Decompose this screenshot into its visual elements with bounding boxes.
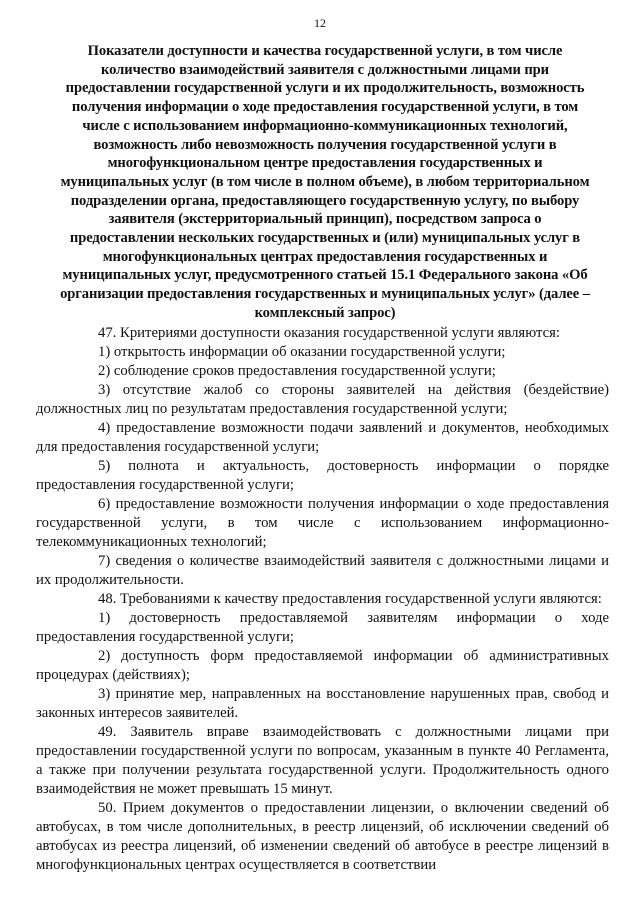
paragraph-48: 48. Требованиями к качеству предоставления государственной услуги являются: [98, 591, 602, 607]
paragraph-47-item-5: 5) полнота и актуальность, достоверность информации о порядке предоставления государственной услуги; [36, 458, 609, 493]
paragraph-47-item-3: 3) отсутствие жалоб со стороны заявителей на действия (бездействие) должностных лиц по результатам предоставления государственной услуги; [36, 382, 609, 417]
body-text [36, 324, 609, 875]
paragraph-47-item-7: 7) сведения о количестве взаимодействий заявителя с должностными лицами и их продолжительности. [36, 553, 609, 588]
paragraph-47-item-4: 4) предоставление возможности подачи заявлений и документов, необходимых для предоставления государственной услуги; [36, 420, 609, 455]
paragraph-47-item-2: 2) соблюдение сроков предоставления государственной услуги; [98, 363, 496, 379]
paragraph-48-item-3: 3) принятие мер, направленных на восстановление нарушенных прав, свобод и законных интересов заявителей. [36, 686, 609, 721]
paragraph-47: 47. Критериями доступности оказания государственной услуги являются: [98, 325, 560, 341]
paragraph-47-item-1: 1) открытость информации об оказании государственной услуги; [98, 344, 506, 360]
paragraph-48-item-1: 1) достоверность предоставляемой заявителям информации о ходе предоставления государственной услуги; [36, 610, 609, 645]
paragraph-47-item-6: 6) предоставление возможности получения информации о ходе предоставления государственной услуги, в том числе с использованием информационно-телекоммуникационных технологий; [36, 496, 609, 550]
paragraph-49: 49. Заявитель вправе взаимодействовать с должностными лицами при предоставлении государственной услуги по вопросам, указанным в пункте 40 Регламента, а также при получении результата государственной услуги. Продолжительность одного взаимодействия не может превышать 15 минут. [36, 724, 609, 797]
paragraph-48-item-2: 2) доступность форм предоставляемой информации об административных процедурах (действиях); [36, 648, 609, 683]
paragraph-50: 50. Прием документов о предоставлении лицензии, о включении сведений об автобусах, в том числе дополнительных, в реестр лицензий, об исключении сведений об автобусах из реестра лицензий, об изменении сведений об автобусе в реестре лицензий в многофункциональных центрах осуществляется в соответствии [36, 800, 609, 873]
section-heading: Показатели доступности и качества государственной услуги, в том числе количество взаимодействий заявителя с должностными лицами при предоставлении государственной услуги и их продолжительность, возможность получения информации о ходе предоставления государственной услуги, в том числе с использованием информационно-коммуникационных технологий, возможность либо невозможность получения государственной услуги в многофункциональном центре предоставления государственных и муниципальных услуг (в том числе в полном объеме), в любом территориальном подразделении органа, предоставляющего государственную услугу, по выбору заявителя (экстерриториальный принцип), посредством запроса о предоставлении нескольких государственных и (или) муниципальных услуг в многофункциональных центрах предоставления государственных и муниципальных услуг, предусмотренного статьей 15.1 Федерального закона «Об организации предоставления государственных и муниципальных услуг» (далее – комплексный запрос) [60, 43, 590, 321]
page-number: 12 [314, 16, 326, 30]
